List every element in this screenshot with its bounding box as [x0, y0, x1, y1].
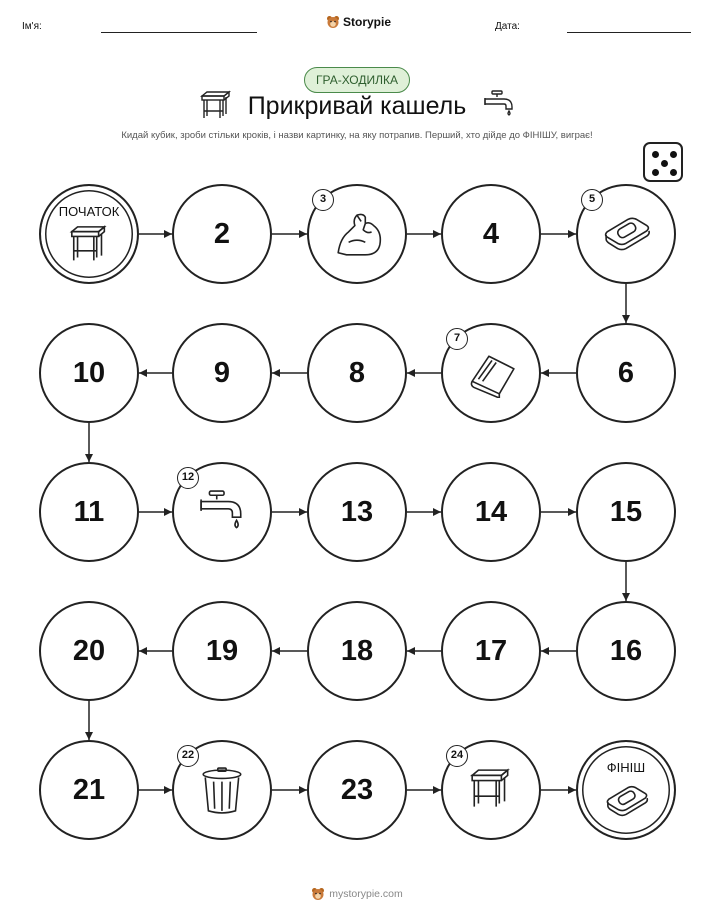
path-arrow: [407, 647, 441, 655]
cell-number: 19: [205, 634, 239, 667]
board-cell-1: [39, 184, 139, 284]
footer-url[interactable]: mystorypie.com: [329, 888, 403, 900]
cell-number-badge: 22: [177, 745, 199, 767]
board-cell-10: [39, 323, 139, 423]
path-arrow: [139, 369, 172, 377]
cell-number: 8: [348, 356, 366, 389]
bear-mascot-icon: [311, 887, 325, 901]
flexed-arm-icon: [334, 211, 382, 259]
stool-icon: [468, 767, 516, 815]
cell-number: 20: [72, 634, 106, 667]
cell-number-badge: 24: [446, 745, 468, 767]
board-cell-9: [172, 323, 272, 423]
path-arrow: [541, 508, 576, 516]
board-cell-14: [441, 462, 541, 562]
faucet-icon: [199, 489, 247, 537]
path-arrow: [272, 786, 307, 794]
cell-number: 18: [340, 634, 374, 667]
path-arrow: [622, 284, 630, 323]
path-arrow: [85, 701, 93, 740]
board-cell-16: [576, 601, 676, 701]
board-cell-12: [172, 462, 272, 562]
path-arrow: [541, 369, 576, 377]
board-cell-11: [39, 462, 139, 562]
cell-number: 21: [72, 773, 106, 806]
start-label: ПОЧАТОК: [58, 204, 120, 219]
board-cell-13: [307, 462, 407, 562]
cell-number: 14: [474, 495, 508, 528]
board-cell-20: [39, 601, 139, 701]
path-arrow: [272, 508, 307, 516]
path-arrow: [139, 230, 172, 238]
path-arrow: [407, 230, 441, 238]
cell-number-badge: 3: [312, 189, 334, 211]
board-cell-17: [441, 601, 541, 701]
board-cell-25: [576, 740, 676, 840]
cell-number: 6: [617, 356, 635, 389]
path-arrow: [272, 369, 307, 377]
board-cell-3: [307, 184, 407, 284]
board-cell-22: [172, 740, 272, 840]
board-cell-8: [307, 323, 407, 423]
footer: [0, 887, 714, 901]
stool-icon: [68, 224, 112, 268]
cell-number-badge: 5: [581, 189, 603, 211]
game-type-badge: ГРА-ХОДИЛКА: [304, 67, 410, 93]
board-cell-24: [441, 740, 541, 840]
cell-number-badge: 12: [177, 467, 199, 489]
cell-number-badge: 7: [446, 328, 468, 350]
finish-label: ФІНІШ: [606, 760, 646, 775]
path-arrow: [407, 786, 441, 794]
cell-number: 10: [72, 356, 106, 389]
path-arrow: [622, 562, 630, 601]
board-cell-7: [441, 323, 541, 423]
cell-number: 4: [482, 217, 500, 250]
name-label: Ім'я:: [22, 21, 42, 32]
path-arrow: [272, 230, 307, 238]
cell-number: 17: [474, 634, 508, 667]
instructions: Кидай кубик, зроби стільки кроків, і назви картинку, на яку потрапив. Перший, хто дійде до ФІНІШУ, виграє!: [121, 130, 593, 141]
board-cell-5: [576, 184, 676, 284]
cell-number: 13: [340, 495, 374, 528]
path-arrow: [139, 508, 172, 516]
path-arrow: [541, 786, 576, 794]
cell-number: 9: [213, 356, 231, 389]
board-cell-21: [39, 740, 139, 840]
soap-icon: [605, 780, 649, 824]
date-label: Дата:: [495, 21, 520, 32]
board-cell-23: [307, 740, 407, 840]
path-arrow: [139, 647, 172, 655]
path-arrow: [407, 369, 441, 377]
board-cell-4: [441, 184, 541, 284]
path-arrow: [85, 423, 93, 462]
soap-icon: [603, 211, 651, 259]
path-arrow: [272, 647, 307, 655]
path-arrow: [541, 647, 576, 655]
trash-can-icon: [199, 767, 247, 815]
path-arrow: [139, 786, 172, 794]
towel-icon: [468, 350, 516, 398]
brand-name: Storypie: [343, 15, 392, 29]
board-cell-2: [172, 184, 272, 284]
board-cell-19: [172, 601, 272, 701]
path-arrow: [541, 230, 576, 238]
cell-number: 16: [609, 634, 643, 667]
cell-number: 15: [609, 495, 643, 528]
cell-number: 11: [73, 495, 105, 528]
cell-number: 2: [213, 217, 231, 250]
board-cell-6: [576, 323, 676, 423]
board-cell-18: [307, 601, 407, 701]
page-title: Прикривай кашель: [247, 92, 467, 120]
cell-number: 23: [340, 773, 374, 806]
path-arrow: [407, 508, 441, 516]
board-cell-15: [576, 462, 676, 562]
